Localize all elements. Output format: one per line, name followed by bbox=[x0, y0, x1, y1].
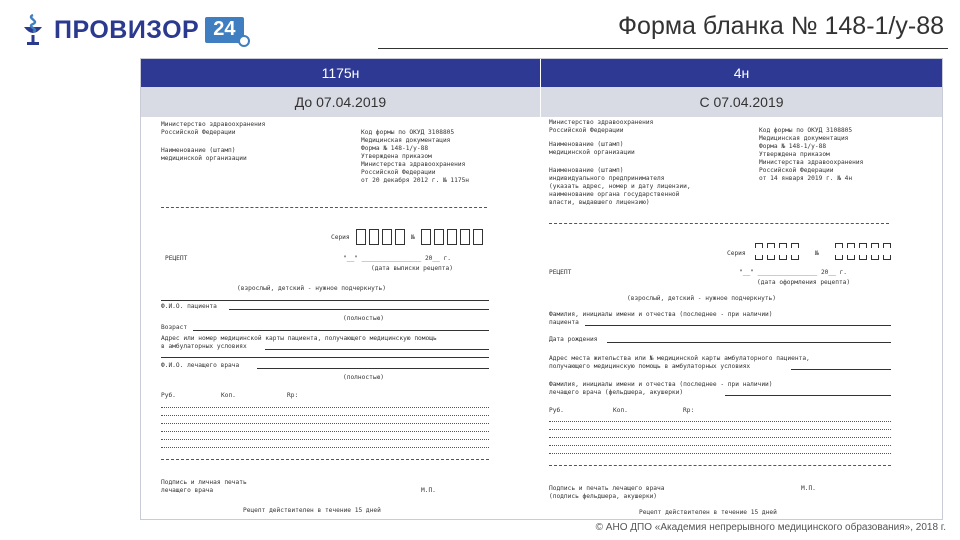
form-code-line: Форма № 148-1/у-88 bbox=[361, 145, 429, 152]
series-box bbox=[767, 243, 775, 248]
rp-dotted-line bbox=[161, 447, 489, 448]
field-line bbox=[791, 369, 891, 370]
series-box bbox=[791, 243, 799, 248]
org-line: Наименование (штамп) bbox=[549, 141, 624, 148]
age-label: Возраст bbox=[161, 324, 188, 331]
ministry-line: Российской Федерации bbox=[161, 129, 236, 136]
recipe-label: РЕЦЕПТ bbox=[549, 269, 572, 276]
field-line bbox=[725, 395, 891, 396]
series-label: Серия bbox=[727, 250, 746, 257]
period-after: С 07.04.2019 bbox=[541, 87, 942, 117]
series-box bbox=[369, 229, 379, 245]
column-header-1175n: 1175н bbox=[141, 59, 541, 87]
rp-dotted-line bbox=[549, 437, 891, 438]
number-box bbox=[421, 229, 431, 245]
series-box bbox=[755, 243, 763, 248]
kop-label: Коп. bbox=[613, 407, 628, 414]
entrepreneur-line: наименование органа государственной bbox=[549, 191, 680, 198]
doctor-label: Фамилия, инициалы имени и отчества (последнее - при наличии) bbox=[549, 381, 773, 388]
number-box bbox=[835, 243, 843, 248]
entrepreneur-line: власти, выдавшего лицензию) bbox=[549, 199, 650, 206]
cut-line bbox=[549, 223, 889, 224]
entrepreneur-line: (указать адрес, номер и дату лицензии, bbox=[549, 183, 691, 190]
number-box bbox=[883, 255, 891, 260]
cut-line bbox=[161, 207, 487, 208]
ministry-line: Российской Федерации bbox=[549, 127, 624, 134]
field-line bbox=[585, 325, 891, 326]
table-header-row bbox=[141, 59, 942, 87]
number-box bbox=[835, 255, 843, 260]
adult-child-caption: (взрослый, детский - нужное подчеркнуть) bbox=[627, 295, 777, 302]
date-caption: (дата выписки рецепта) bbox=[371, 265, 453, 272]
field-line bbox=[265, 349, 489, 350]
form-code-line: Медицинская документация bbox=[361, 137, 451, 144]
org-line: Наименование (штамп) bbox=[161, 147, 236, 154]
field-line bbox=[193, 330, 489, 331]
sign-label: лечащего врача bbox=[161, 487, 214, 494]
validity-label: Рецепт действителен в течение 15 дней bbox=[243, 507, 381, 514]
address-label: получающего медицинскую помощь в амбулаторных условиях bbox=[549, 363, 751, 370]
logo-text: ПРОВИЗОР bbox=[54, 15, 200, 44]
form-code-line: Утверждена приказом bbox=[759, 151, 830, 158]
title-divider bbox=[378, 48, 948, 49]
number-box bbox=[883, 243, 891, 248]
form-code-line: Российской Федерации bbox=[759, 167, 834, 174]
number-label: № bbox=[411, 234, 415, 241]
sign-label: Подпись и печать лечащего врача bbox=[549, 485, 665, 492]
form-code-line: Код формы по ОКУД 3108805 bbox=[361, 129, 455, 136]
rp-dotted-line bbox=[161, 423, 489, 424]
doctor-label: Ф.И.О. лечащего врача bbox=[161, 362, 240, 369]
number-box bbox=[447, 229, 457, 245]
series-box bbox=[382, 229, 392, 245]
number-box bbox=[871, 243, 879, 248]
series-box bbox=[791, 255, 799, 260]
patient-label: Ф.И.О. пациента bbox=[161, 303, 217, 310]
field-line bbox=[161, 300, 489, 301]
series-box bbox=[395, 229, 405, 245]
adult-child-caption: (взрослый, детский - нужное подчеркнуть) bbox=[237, 285, 387, 292]
number-label: № bbox=[815, 250, 819, 257]
date-line: "__" ________________ 20__ г. bbox=[739, 269, 848, 276]
rp-label: Rp: bbox=[287, 392, 299, 399]
stamp-label: М.П. bbox=[421, 487, 436, 494]
form-code-line: Код формы по ОКУД 3108805 bbox=[759, 127, 853, 134]
rp-dotted-line bbox=[549, 445, 891, 446]
series-box bbox=[779, 255, 787, 260]
column-header-4n: 4н bbox=[541, 59, 942, 87]
logo-number: 24 bbox=[213, 18, 236, 40]
address-label: Адрес или номер медицинской карты пациента, получающего медицинскую помощь bbox=[161, 335, 437, 342]
patient-label: Фамилия, инициалы имени и отчества (последнее - при наличии) bbox=[549, 311, 773, 318]
date-caption: (дата оформления рецепта) bbox=[757, 279, 851, 286]
full-caption: (полностью) bbox=[343, 315, 384, 322]
prescription-form-new bbox=[543, 119, 933, 519]
series-box bbox=[779, 243, 787, 248]
bowl-of-hygieia-icon bbox=[18, 13, 48, 47]
number-box bbox=[434, 229, 444, 245]
rp-dotted-line bbox=[549, 453, 891, 454]
rp-label: Rp: bbox=[683, 407, 695, 414]
cut-line bbox=[549, 465, 891, 466]
rp-dotted-line bbox=[161, 407, 489, 408]
number-box bbox=[473, 229, 483, 245]
slide-title: Форма бланка № 148-1/у-88 bbox=[618, 12, 944, 40]
birth-label: Дата рождения bbox=[549, 336, 598, 343]
field-line bbox=[257, 368, 489, 369]
ministry-line: Министерство здравоохранения bbox=[549, 119, 654, 126]
series-box bbox=[356, 229, 366, 245]
kop-label: Коп. bbox=[221, 392, 236, 399]
form-code-line: Форма № 148-1/у-88 bbox=[759, 143, 827, 150]
field-line bbox=[161, 357, 489, 358]
period-before: До 07.04.2019 bbox=[141, 87, 541, 117]
number-box bbox=[871, 255, 879, 260]
number-box bbox=[847, 255, 855, 260]
form-code-line: от 14 января 2019 г. № 4н bbox=[759, 175, 853, 182]
rub-label: Руб. bbox=[549, 407, 564, 414]
number-box bbox=[460, 229, 470, 245]
entrepreneur-line: Наименование (штамп) bbox=[549, 167, 624, 174]
comparison-table bbox=[140, 58, 943, 520]
rub-label: Руб. bbox=[161, 392, 176, 399]
logo bbox=[18, 12, 244, 48]
form-code-line: от 20 декабря 2012 г. № 1175н bbox=[361, 177, 470, 184]
rp-dotted-line bbox=[549, 421, 891, 422]
entrepreneur-line: индивидуального предпринимателя bbox=[549, 175, 665, 182]
form-code-line: Министерства здравоохранения bbox=[759, 159, 864, 166]
form-code-line: Российской Федерации bbox=[361, 169, 436, 176]
date-line: "__" ________________ 20__ г. bbox=[343, 255, 452, 262]
rp-dotted-line bbox=[161, 431, 489, 432]
address-label: Адрес места жительства или № медицинской карты амбулаторного пациента, bbox=[549, 355, 810, 362]
stamp-label: М.П. bbox=[801, 485, 816, 492]
field-line bbox=[229, 309, 489, 310]
form-code-line: Медицинская документация bbox=[759, 135, 849, 142]
address-label: в амбулаторных условиях bbox=[161, 343, 247, 350]
ministry-line: Министерство здравоохранения bbox=[161, 121, 266, 128]
sign-label: (подпись фельдшера, акушерки) bbox=[549, 493, 658, 500]
copyright-footer: © АНО ДПО «Академия непрерывного медицинского образования», 2018 г. bbox=[595, 522, 946, 533]
rp-dotted-line bbox=[161, 415, 489, 416]
logo-badge bbox=[205, 17, 243, 43]
form-code-line: Утверждена приказом bbox=[361, 153, 432, 160]
recipe-label: РЕЦЕПТ bbox=[165, 255, 188, 262]
series-box bbox=[767, 255, 775, 260]
full-caption: (полностью) bbox=[343, 374, 384, 381]
table-period-row bbox=[141, 87, 942, 117]
number-box bbox=[859, 255, 867, 260]
number-box bbox=[847, 243, 855, 248]
badge-ribbon-icon bbox=[238, 35, 250, 47]
field-line bbox=[607, 342, 891, 343]
rp-dotted-line bbox=[549, 429, 891, 430]
form-code-line: Министерства здравоохранения bbox=[361, 161, 466, 168]
series-label: Серия bbox=[331, 234, 350, 241]
validity-label: Рецепт действителен в течение 15 дней bbox=[639, 509, 777, 516]
doctor-label: лечащего врача (фельдшера, акушерки) bbox=[549, 389, 684, 396]
series-box bbox=[755, 255, 763, 260]
sign-label: Подпись и личная печать bbox=[161, 479, 247, 486]
rp-dotted-line bbox=[161, 439, 489, 440]
org-line: медицинской организации bbox=[549, 149, 635, 156]
patient-label: пациента bbox=[549, 319, 579, 326]
number-box bbox=[859, 243, 867, 248]
cut-line bbox=[161, 459, 489, 460]
prescription-form-old bbox=[153, 119, 531, 519]
org-line: медицинской организации bbox=[161, 155, 247, 162]
